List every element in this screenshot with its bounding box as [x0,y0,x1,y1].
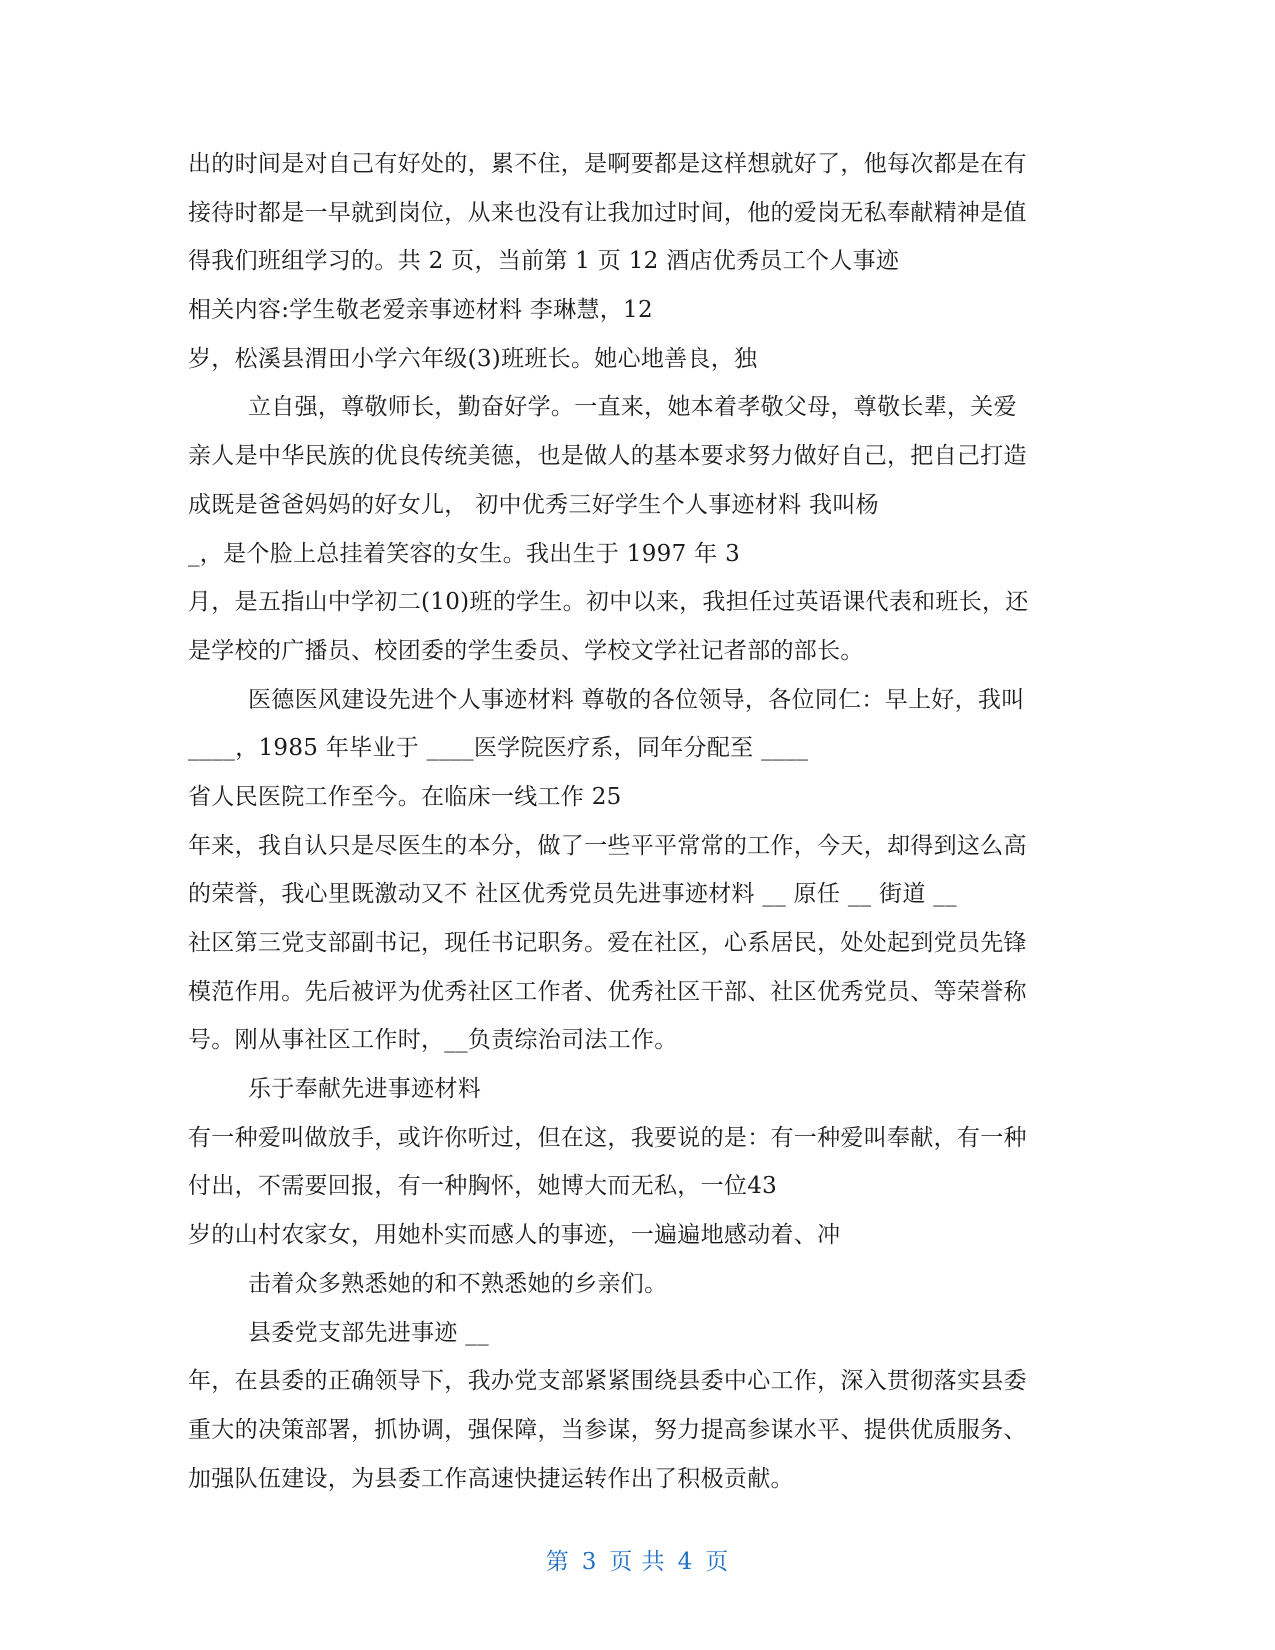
text-line: _，是个脸上总挂着笑容的女生。我出生于 1997 年 3 [188,540,740,567]
text-line: 年，在县委的正确领导下，我办党支部紧紧围绕县委中心工作，深入贯彻落实县委 [188,1368,1027,1395]
page-footer [0,1543,1275,1576]
text-line: 有一种爱叫做放手，或许你听过，但在这，我要说的是：有一种爱叫奉献，有一种 [188,1124,1027,1151]
text-line: 击着众多熟悉她的和不熟悉她的乡亲们。 [248,1270,668,1297]
text-line: 重大的决策部署，抓协调，强保障，当参谋，努力提高参谋水平、提供优质服务、 [188,1416,1027,1443]
text-line: 年来，我自认只是尽医生的本分，做了一些平平常常的工作，今天，却得到这么高 [188,832,1027,859]
text-line: 是学校的广播员、校团委的学生委员、学校文学社记者部的部长。 [188,637,864,664]
text-line: 成既是爸爸妈妈的好女儿， 初中优秀三好学生个人事迹材料 我叫杨 [188,491,879,518]
text-line: 亲人是中华民族的优良传统美德，也是做人的基本要求努力做好自己，把自己打造 [188,443,1027,470]
document-body [188,140,1088,1503]
footer-total-pages: 4 [677,1549,694,1575]
text-line: 模范作用。先后被评为优秀社区工作者、优秀社区干部、社区优秀党员、等荣誉称 [188,978,1027,1005]
text-line: 得我们班组学习的。共 2 页，当前第 1 页 12 酒店优秀员工个人事迹 [188,248,900,275]
text-line: 月，是五指山中学初二(10)班的学生。初中以来，我担任过英语课代表和班长，还 [188,589,1029,616]
text-line: 省人民医院工作至今。在临床一线工作 25 [188,783,622,810]
text-line: 县委党支部先进事迹 __ [248,1319,489,1346]
text-line: 接待时都是一早就到岗位，从来也没有让我加过时间，他的爱岗无私奉献精神是值 [188,199,1027,226]
footer-prefix: 第 [545,1549,570,1575]
text-line: 立自强，尊敬师长，勤奋好学。一直来，她本着孝敬父母，尊敬长辈，关爱 [248,394,1017,421]
text-line: 付出，不需要回报，有一种胸怀，她博大而无私，一位43 [188,1173,778,1200]
text-line: 岁，松溪县渭田小学六年级(3)班班长。她心地善良，独 [188,345,758,372]
footer-mid: 页 共 [609,1549,666,1575]
text-line: 的荣誉，我心里既激动又不 社区优秀党员先进事迹材料 __ 原任 __ 街道 __ [188,881,957,908]
text-line: ____，1985 年毕业于 ____医学院医疗系，同年分配至 ____ [188,735,809,762]
text-line: 号。刚从事社区工作时，__负责综治司法工作。 [188,1027,678,1054]
footer-current-page: 3 [581,1549,598,1575]
text-line: 社区第三党支部副书记，现任书记职务。爱在社区，心系居民，处处起到党员先锋 [188,930,1027,956]
text-line: 医德医风建设先进个人事迹材料 尊敬的各位领导，各位同仁：早上好，我叫 [248,686,1025,713]
text-line: 岁的山村农家女，用她朴实而感人的事迹，一遍遍地感动着、冲 [188,1222,841,1249]
text-line: 出的时间是对自己有好处的，累不住，是啊要都是这样想就好了，他每次都是在有 [188,151,1027,177]
text-line: 乐于奉献先进事迹材料 [248,1076,481,1103]
text-line: 相关内容:学生敬老爱亲事迹材料 李琳慧，12 [188,297,653,324]
text-line: 加强队伍建设，为县委工作高速快捷运转作出了积极贡献。 [188,1465,794,1492]
footer-suffix: 页 [705,1549,730,1575]
